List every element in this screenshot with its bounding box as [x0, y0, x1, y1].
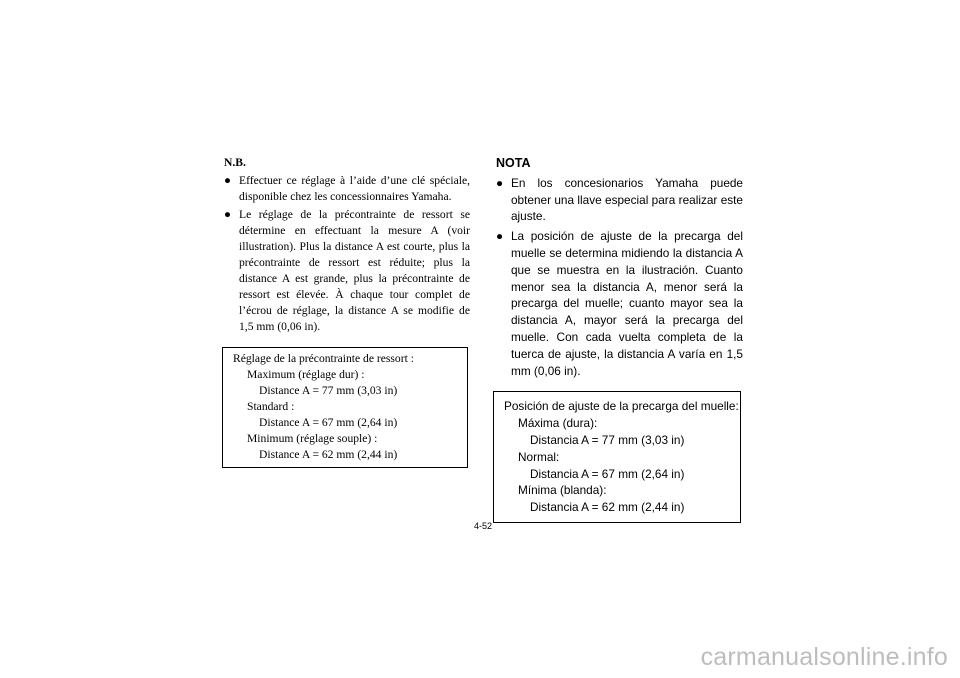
spec-std-value: Distance A = 67 mm (2,64 in): [259, 416, 398, 429]
spec-min-label: Minimum (réglage souple) :: [247, 432, 378, 445]
spec-min-value: Distance A = 62 mm (2,44 in): [259, 448, 398, 461]
spec-min-label: Mínima (blanda):: [518, 483, 607, 498]
note-title: NOTA: [496, 156, 531, 170]
spec-max-value: Distancia A = 77 mm (3,03 in): [530, 432, 685, 447]
list-item: [224, 173, 470, 205]
spec-std-label: Standard :: [247, 400, 295, 413]
french-column: [224, 155, 470, 468]
spec-max-label: Maximum (réglage dur) :: [247, 368, 365, 381]
bullet-icon: ●: [224, 208, 232, 221]
spec-box: [493, 391, 741, 523]
note-list: [496, 175, 743, 380]
watermark: carmanualsonline.info: [700, 643, 948, 671]
list-item-text: Le réglage de la précontrainte de ressort se détermine en effectuant la mesure A (voir illustration). Plus la distance A est courte, plus la précontrainte de ressort est réduite; plus la distance A est grande, plus la précontrainte de ressort est élevée. À chaque tour complet de l’écrou de réglage, la distance A se modifie de 1,5 mm (0,06 in).: [239, 208, 470, 333]
spec-min-value: Distancia A = 62 mm (2,44 in): [530, 500, 685, 515]
spec-title: Réglage de la précontrainte de ressort :: [233, 352, 414, 365]
spec-max-label: Máxima (dura):: [518, 416, 598, 431]
spec-title: Posición de ajuste de la precarga del muelle:: [504, 399, 739, 414]
list-item-text: Effectuer ce réglage à l’aide d’une clé spéciale, disponible chez les concessionnaires Yamaha.: [239, 174, 470, 203]
list-item: [224, 207, 470, 335]
bullet-icon: ●: [496, 229, 504, 244]
list-item: [496, 175, 743, 225]
list-item-text: La posición de ajuste de la precarga del muelle se determina midiendo la distancia A que se muestra en la ilustración. Cuanto menor sea la distancia A, menor será la precarga del muelle; cuanto mayor sea la distancia A, mayor será la precarga del muelle. Con cada vuelta completa de la tuerca de ajuste, la distancia A varía en 1,5 mm (0,06 in).: [511, 229, 743, 378]
bullet-icon: ●: [496, 175, 504, 190]
note-list: [224, 173, 470, 335]
list-item-text: En los concesionarios Yamaha puede obtener una llave especial para realizar este ajuste.: [511, 175, 743, 224]
page-number: 4-52: [474, 521, 493, 531]
spanish-column: [496, 155, 743, 523]
spec-std-label: Normal:: [518, 449, 560, 464]
spec-box: [222, 347, 468, 468]
spec-std-value: Distancia A = 67 mm (2,64 in): [530, 466, 685, 481]
bullet-icon: ●: [224, 174, 232, 187]
note-title: N.B.: [224, 156, 246, 169]
list-item: [496, 228, 743, 379]
spec-max-value: Distance A = 77 mm (3,03 in): [259, 384, 398, 397]
